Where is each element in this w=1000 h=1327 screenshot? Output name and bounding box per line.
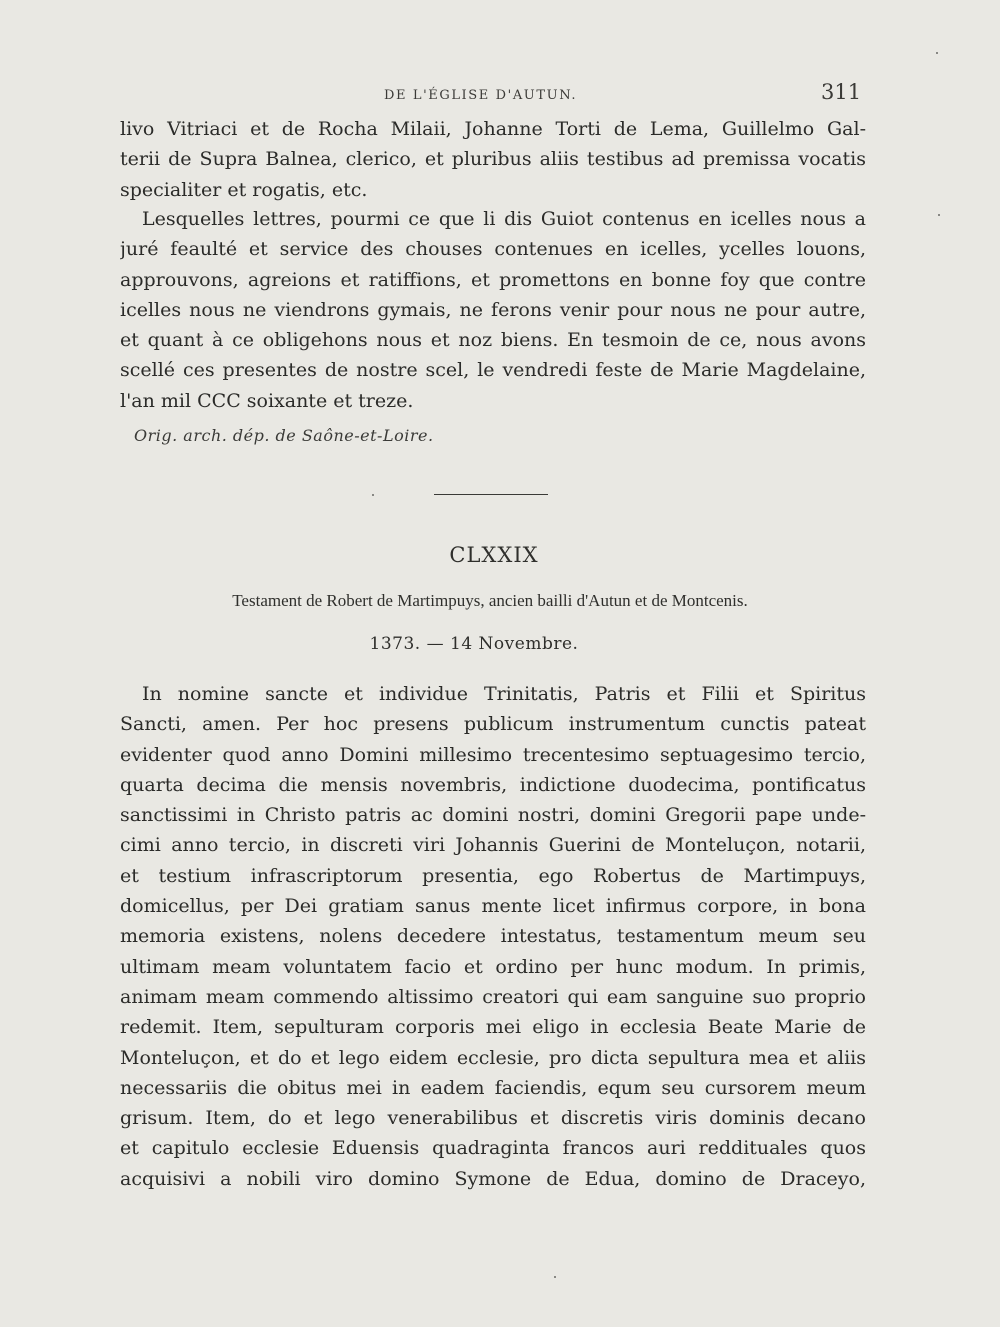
document-number-text: CLXXIX — [449, 543, 539, 567]
text-line: Sancti, amen. Per hoc presens publicum instrumentum cunctis pateat — [120, 713, 866, 736]
document-date-text: 1373. — 14 Novembre. — [369, 634, 579, 654]
paper-speck — [936, 52, 938, 54]
running-head: DE L'ÉGLISE D'AUTUN. — [384, 88, 578, 103]
text-line: Lesquelles lettres, pourmi ce que li dis Guiot contenus en icelles nous a — [142, 208, 866, 230]
text-line: l'an mil CCC soixante et treze. — [120, 389, 414, 412]
text-line: animam meam commendo altissimo creatori qui eam sanguine suo proprio — [120, 985, 866, 1008]
text-line: ultimam meam voluntatem facio et ordino per hunc modum. In primis, — [120, 955, 866, 978]
text-line: et quant à ce obligehons nous et noz biens. En tesmoin de ce, nous avons — [120, 329, 866, 352]
text-line: approuvons, agreions et ratiffions, et promettons en bonne foy que contre — [120, 268, 866, 291]
text-line: et capitulo ecclesie Eduensis quadraginta francos auri reddituales quos — [120, 1137, 866, 1160]
text-line: scellé ces presentes de nostre scel, le vendredi feste de Marie Magdelaine, — [120, 359, 866, 382]
text-line: evidenter quod anno Domini millesimo trecentesimo septuagesimo tercio, — [120, 743, 866, 766]
document-date — [0, 634, 1000, 654]
document-number — [0, 543, 1000, 567]
text-line: domicellus, per Dei gratiam sanus mente licet infirmus corpore, in bona — [120, 895, 866, 918]
document-title-text: Testament de Robert de Martimpuys, ancien bailli d'Autun et de Montcenis. — [232, 591, 748, 610]
text-line: livo Vitriaci et de Rocha Milaii, Johanne Torti de Lema, Guillelmo Gal- — [120, 118, 866, 140]
paragraph-letters — [120, 204, 866, 416]
text-line: redemit. Item, sepulturam corporis mei eligo in ecclesia Beate Marie de — [120, 1016, 866, 1039]
text-line: cimi anno tercio, in discreti viri Johannis Guerini de Monteluçon, notarii, — [120, 834, 866, 857]
text-line: acquisivi a nobili viro domino Symone de Edua, domino de Draceyo, — [120, 1167, 866, 1190]
section-divider — [434, 494, 548, 495]
text-line: terii de Supra Balnea, clerico, et pluribus aliis testibus ad premissa vocatis — [120, 148, 866, 171]
paper-speck — [938, 214, 940, 216]
text-line: sanctissimi in Christo patris ac domini nostri, domini Gregorii pape unde- — [120, 804, 866, 827]
text-line: In nomine sancte et individue Trinitatis, Patris et Filii et Spiritus — [142, 683, 866, 705]
continued-paragraph — [120, 114, 866, 205]
text-line: grisum. Item, do et lego venerabilibus et discretis viris dominis decano — [120, 1107, 866, 1130]
text-line: quarta decima die mensis novembris, indictione duodecima, pontificatus — [120, 773, 866, 796]
text-line: Monteluçon, et do et lego eidem ecclesie, pro dicta sepultura mea et aliis — [120, 1046, 866, 1069]
paper-speck — [372, 494, 374, 496]
text-line: et testium infrascriptorum presentia, ego Robertus de Martimpuys, — [120, 864, 866, 887]
text-line: memoria existens, nolens decedere intestatus, testamentum meum seu — [120, 925, 866, 948]
document-title — [0, 591, 1000, 611]
text-line: specialiter et rogatis, etc. — [120, 178, 368, 201]
text-line: necessariis die obitus mei in eadem faciendis, equm seu cursorem meum — [120, 1076, 866, 1099]
source-note: Orig. arch. dép. de Saône-et-Loire. — [134, 426, 434, 445]
paper-speck — [554, 1276, 556, 1278]
paragraph-testament — [120, 679, 866, 1194]
page-number: 311 — [821, 80, 862, 104]
text-line: juré feaulté et service des chouses contenues en icelles, ycelles louons, — [120, 238, 866, 261]
text-line: icelles nous ne viendrons gymais, ne ferons venir pour nous ne pour autre, — [120, 298, 866, 321]
